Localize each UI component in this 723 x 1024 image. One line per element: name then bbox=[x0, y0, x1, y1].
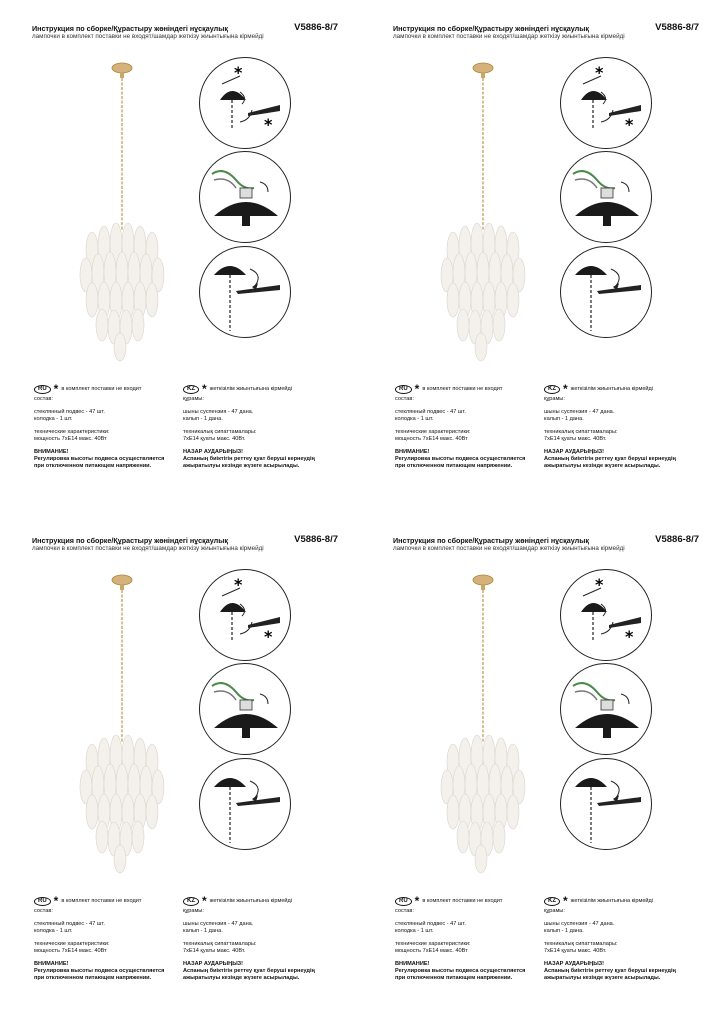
asterisk-icon: * bbox=[563, 381, 568, 396]
instruction-sheet bbox=[0, 512, 361, 1024]
kz-badge: KZ bbox=[183, 897, 199, 906]
asterisk-icon: * bbox=[53, 893, 59, 908]
instruction-sheet bbox=[361, 0, 722, 512]
kz-set-heading: құрамы: bbox=[183, 908, 204, 914]
kz-badge: KZ bbox=[544, 385, 560, 394]
ru-tech-heading: технические характеристики: bbox=[395, 941, 471, 947]
kz-set-heading: құрамы: bbox=[544, 908, 565, 914]
kz-warning-line: Аспаның биіктігін реттеу қуат беруші кернеудің bbox=[183, 968, 315, 974]
ru-set-line: колодка - 1 шт. bbox=[395, 416, 434, 422]
kz-badge: KZ bbox=[544, 897, 560, 906]
step-1-canopy-illustration bbox=[199, 57, 291, 149]
ru-warning-heading: ВНИМАНИЕ! bbox=[34, 961, 69, 967]
ru-tech-line: мощность 7хЕ14 макс. 40Вт bbox=[34, 948, 107, 954]
step-2-wiring-illustration bbox=[560, 151, 652, 243]
bulbs-note: лампочки в комплект поставки не входят/шамдар жеткізу жиынтығына кірмейді bbox=[393, 33, 625, 40]
step-2-wiring-illustration bbox=[199, 151, 291, 243]
kz-set-heading: құрамы: bbox=[544, 396, 565, 402]
kz-warning-heading: НАЗАР АУДАРЫҢЫЗ! bbox=[544, 449, 605, 455]
bulbs-note: лампочки в комплект поставки не входят/шамдар жеткізу жиынтығына кірмейді bbox=[32, 545, 264, 552]
kz-warning-heading: НАЗАР АУДАРЫҢЫЗ! bbox=[183, 961, 244, 967]
step-1-canopy-illustration bbox=[560, 57, 652, 149]
asterisk-icon: * bbox=[563, 893, 568, 908]
kz-set-line: калып - 1 дана. bbox=[544, 416, 584, 422]
kz-warning-line: ажыратылуы кезінде жүзеге асырылады. bbox=[544, 975, 661, 981]
russian-section bbox=[395, 894, 535, 982]
kz-not-included-note: жеткізілім жиынтығына кірмейді bbox=[570, 897, 654, 904]
model-number: V5886-8/7 bbox=[655, 534, 699, 545]
chandelier-illustration bbox=[431, 60, 536, 380]
ru-set-line: колодка - 1 шт. bbox=[34, 416, 73, 422]
kz-warning-heading: НАЗАР АУДАРЫҢЫЗ! bbox=[544, 961, 605, 967]
step-3-height-adjust-illustration bbox=[199, 758, 291, 850]
kz-set-line: калып - 1 дана. bbox=[183, 416, 223, 422]
ru-not-included-note: в комплект поставки не входит bbox=[422, 385, 503, 392]
ru-warning-line: Регулировка высоты подвеса осуществляется bbox=[395, 456, 526, 462]
kz-warning-line: Аспаның биіктігін реттеу қуат беруші кернеудің bbox=[183, 456, 315, 462]
kz-tech-heading: техникалық сипаттамалары: bbox=[544, 941, 618, 947]
kz-tech-line: 7хЕ14 қуаты макс. 40Вт. bbox=[544, 436, 607, 442]
kz-set-line: шыны суспензия - 47 дана. bbox=[544, 921, 615, 927]
sheet-title: Инструкция по сборке/Құрастыру жөніндегі нұсқаулық V5886-8/7 bbox=[393, 22, 699, 33]
ru-warning-line: при отключенном питающем напряжении. bbox=[34, 463, 152, 469]
kz-warning-line: ажыратылуы кезінде жүзеге асырылады. bbox=[544, 463, 661, 469]
kz-tech-line: 7хЕ14 қуаты макс. 40Вт. bbox=[183, 948, 246, 954]
russian-section bbox=[34, 382, 174, 470]
bulbs-note: лампочки в комплект поставки не входят/шамдар жеткізу жиынтығына кірмейді bbox=[32, 33, 264, 40]
ru-set-line: колодка - 1 шт. bbox=[34, 928, 73, 934]
kz-not-included-note: жеткізілім жиынтығына кірмейді bbox=[209, 385, 293, 392]
kz-set-line: калып - 1 дана. bbox=[183, 928, 223, 934]
svg-text:*: * bbox=[595, 63, 604, 82]
step-1-canopy-illustration bbox=[560, 569, 652, 661]
bulbs-note: лампочки в комплект поставки не входят/шамдар жеткізу жиынтығына кірмейді bbox=[393, 545, 625, 552]
kazakh-section bbox=[544, 382, 694, 470]
kz-not-included-note: жеткізілім жиынтығына кірмейді bbox=[209, 897, 293, 904]
ru-set-heading: состав: bbox=[395, 396, 414, 402]
step-3-height-adjust-illustration bbox=[560, 246, 652, 338]
ru-warning-line: при отключенном питающем напряжении. bbox=[395, 975, 513, 981]
sheet-title: Инструкция по сборке/Құрастыру жөніндегі нұсқаулық V5886-8/7 bbox=[393, 534, 699, 545]
ru-tech-line: мощность 7хЕ14 макс. 40Вт bbox=[395, 948, 468, 954]
ru-set-line: стеклянный подвес - 47 шт. bbox=[34, 409, 105, 415]
kz-set-line: шыны суспензия - 47 дана. bbox=[183, 921, 254, 927]
svg-text:*: * bbox=[234, 63, 243, 82]
kz-set-line: шыны суспензия - 47 дана. bbox=[183, 409, 254, 415]
ru-set-line: колодка - 1 шт. bbox=[395, 928, 434, 934]
kazakh-section bbox=[183, 382, 333, 470]
ru-warning-line: при отключенном питающем напряжении. bbox=[34, 975, 152, 981]
svg-text:*: * bbox=[264, 627, 273, 646]
kz-tech-heading: техникалық сипаттамалары: bbox=[544, 429, 618, 435]
ru-badge: RU bbox=[34, 897, 51, 906]
instruction-sheet bbox=[361, 512, 722, 1024]
ru-tech-heading: технические характеристики: bbox=[395, 429, 471, 435]
svg-text:*: * bbox=[625, 115, 634, 134]
model-number: V5886-8/7 bbox=[294, 22, 338, 33]
ru-tech-line: мощность 7хЕ14 макс. 40Вт bbox=[395, 436, 468, 442]
kz-warning-line: ажыратылуы кезінде жүзеге асырылады. bbox=[183, 463, 300, 469]
ru-warning-line: при отключенном питающем напряжении. bbox=[395, 463, 513, 469]
ru-set-heading: состав: bbox=[34, 396, 53, 402]
kz-tech-line: 7хЕ14 қуаты макс. 40Вт. bbox=[544, 948, 607, 954]
svg-text:*: * bbox=[595, 575, 604, 594]
sheet-title: Инструкция по сборке/Құрастыру жөніндегі нұсқаулық V5886-8/7 bbox=[32, 534, 338, 545]
kz-warning-line: ажыратылуы кезінде жүзеге асырылады. bbox=[183, 975, 300, 981]
ru-set-heading: состав: bbox=[34, 908, 53, 914]
step-3-height-adjust-illustration bbox=[199, 246, 291, 338]
ru-tech-line: мощность 7хЕ14 макс. 40Вт bbox=[34, 436, 107, 442]
ru-badge: RU bbox=[395, 385, 412, 394]
step-2-wiring-illustration bbox=[199, 663, 291, 755]
ru-not-included-note: в комплект поставки не входит bbox=[61, 385, 142, 392]
ru-warning-line: Регулировка высоты подвеса осуществляется bbox=[34, 968, 165, 974]
russian-section bbox=[34, 894, 174, 982]
kz-badge: KZ bbox=[183, 385, 199, 394]
chandelier-illustration bbox=[70, 60, 175, 380]
kz-not-included-note: жеткізілім жиынтығына кірмейді bbox=[570, 385, 654, 392]
kz-warning-heading: НАЗАР АУДАРЫҢЫЗ! bbox=[183, 449, 244, 455]
ru-warning-line: Регулировка высоты подвеса осуществляется bbox=[34, 456, 165, 462]
instruction-sheet bbox=[0, 0, 361, 512]
ru-set-heading: состав: bbox=[395, 908, 414, 914]
kz-set-heading: құрамы: bbox=[183, 396, 204, 402]
model-number: V5886-8/7 bbox=[294, 534, 338, 545]
asterisk-icon: * bbox=[53, 381, 59, 396]
sheet-title: Инструкция по сборке/Құрастыру жөніндегі нұсқаулық V5886-8/7 bbox=[32, 22, 338, 33]
chandelier-illustration bbox=[70, 572, 175, 892]
kz-warning-line: Аспаның биіктігін реттеу қуат беруші кернеудің bbox=[544, 968, 676, 974]
svg-text:*: * bbox=[234, 575, 243, 594]
step-2-wiring-illustration bbox=[560, 663, 652, 755]
step-1-canopy-illustration bbox=[199, 569, 291, 661]
kz-set-line: калып - 1 дана. bbox=[544, 928, 584, 934]
chandelier-illustration bbox=[431, 572, 536, 892]
ru-warning-heading: ВНИМАНИЕ! bbox=[395, 449, 430, 455]
ru-tech-heading: технические характеристики: bbox=[34, 429, 110, 435]
ru-warning-heading: ВНИМАНИЕ! bbox=[395, 961, 430, 967]
asterisk-icon: * bbox=[414, 381, 420, 396]
kz-set-line: шыны суспензия - 47 дана. bbox=[544, 409, 615, 415]
kazakh-section bbox=[183, 894, 333, 982]
russian-section bbox=[395, 382, 535, 470]
ru-set-line: стеклянный подвес - 47 шт. bbox=[34, 921, 105, 927]
svg-text:*: * bbox=[625, 627, 634, 646]
kz-tech-heading: техникалық сипаттамалары: bbox=[183, 941, 257, 947]
asterisk-icon: * bbox=[202, 381, 207, 396]
asterisk-icon: * bbox=[414, 893, 420, 908]
ru-warning-heading: ВНИМАНИЕ! bbox=[34, 449, 69, 455]
ru-set-line: стеклянный подвес - 47 шт. bbox=[395, 409, 466, 415]
ru-warning-line: Регулировка высоты подвеса осуществляется bbox=[395, 968, 526, 974]
kz-warning-line: Аспаның биіктігін реттеу қуат беруші кернеудің bbox=[544, 456, 676, 462]
ru-set-line: стеклянный подвес - 47 шт. bbox=[395, 921, 466, 927]
ru-not-included-note: в комплект поставки не входит bbox=[61, 897, 142, 904]
kz-tech-heading: техникалық сипаттамалары: bbox=[183, 429, 257, 435]
ru-badge: RU bbox=[34, 385, 51, 394]
ru-tech-heading: технические характеристики: bbox=[34, 941, 110, 947]
ru-not-included-note: в комплект поставки не входит bbox=[422, 897, 503, 904]
model-number: V5886-8/7 bbox=[655, 22, 699, 33]
step-3-height-adjust-illustration bbox=[560, 758, 652, 850]
svg-text:*: * bbox=[264, 115, 273, 134]
ru-badge: RU bbox=[395, 897, 412, 906]
kazakh-section bbox=[544, 894, 694, 982]
asterisk-icon: * bbox=[202, 893, 207, 908]
kz-tech-line: 7хЕ14 қуаты макс. 40Вт. bbox=[183, 436, 246, 442]
